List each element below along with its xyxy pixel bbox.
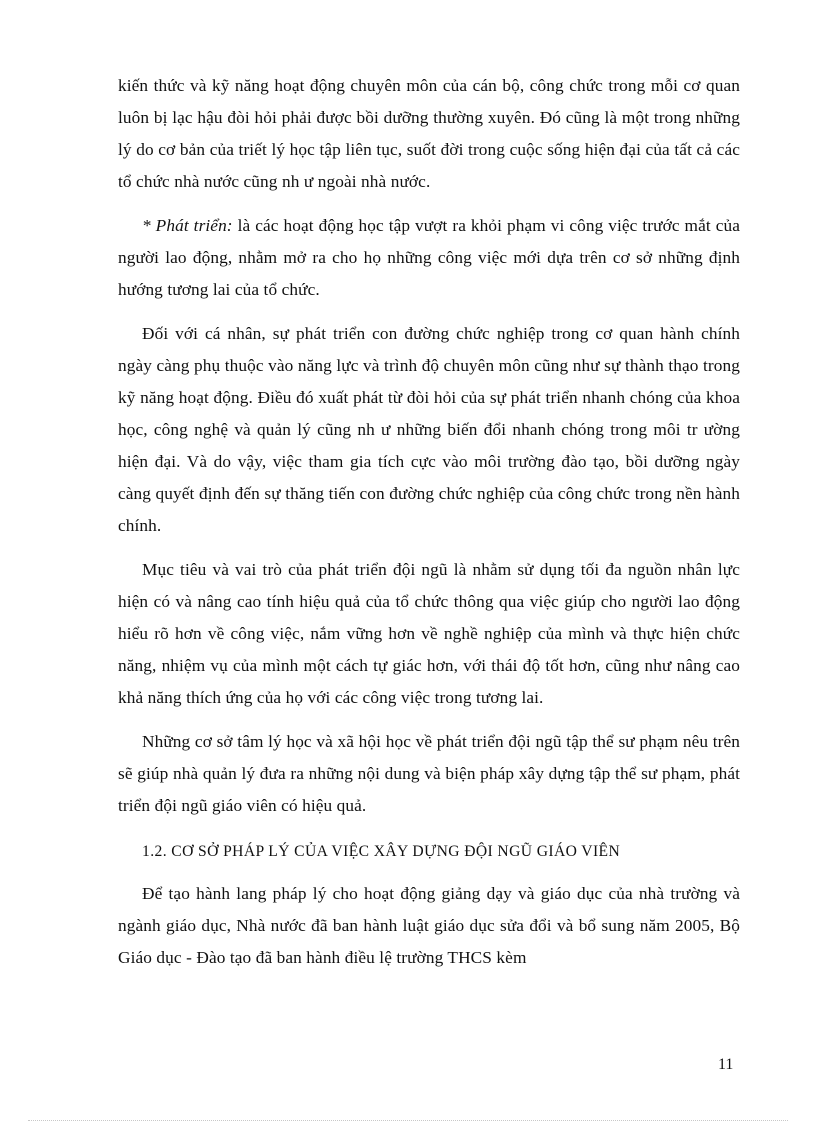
paragraph-goals-roles: Mục tiêu và vai trò của phát triển đội ngũ là nhằm sử dụng tối đa nguồn nhân lực hiện có và nâng cao tính hiệu quả của tổ chức thông qua việc giúp cho người lao động hiểu rõ hơn về công việc, nắm vững hơn về nghề nghiệp của mình và thực hiện chức năng, nhiệm vụ của mình một cách tự giác hơn, với thái độ tốt hơn, cũng như nâng cao khả năng thích ứng của họ với các công việc trong tương lai. (118, 560, 740, 707)
section-heading: 1.2. CƠ SỞ PHÁP LÝ CỦA VIỆC XÂY DỰNG ĐỘI NGŨ GIÁO VIÊN (142, 843, 621, 860)
emphasis-term: * Phát triển: (142, 216, 233, 235)
paragraph-legal-corridor: Để tạo hành lang pháp lý cho hoạt động giảng dạy và giáo dục của nhà trường và ngành giáo dục, Nhà nước đã ban hành luật giáo dục sửa đổi và bổ sung năm 2005, Bộ Giáo dục - Đào tạo đã ban hành điều lệ trường THCS kèm (118, 884, 740, 967)
page-number: 11 (718, 1056, 734, 1073)
paragraph-individual-career: Đối với cá nhân, sự phát triển con đường chức nghiệp trong cơ quan hành chính ngày càng phụ thuộc vào năng lực và trình độ chuyên môn cũng như sự thành thạo trong kỹ năng hoạt động. Điều đó xuất phát từ đòi hỏi của sự phát triển nhanh chóng của khoa học, công nghệ và quản lý cũng nh ư những biến đổi nhanh chóng trong môi tr ường hiện đại. Và do vậy, việc tham gia tích cực vào môi trường đào tạo, bồi dưỡng ngày càng quyết định đến sự thăng tiến con đường chức nghiệp của công chức trong nền hành chính. (118, 324, 740, 535)
paragraph-development-definition (118, 210, 740, 306)
page-bottom-divider (28, 1120, 788, 1121)
paragraph-continuation: kiến thức và kỹ năng hoạt động chuyên môn của cán bộ, công chức trong mỗi cơ quan luôn bị lạc hậu đòi hỏi phải được bồi dưỡng thường xuyên. Đó cũng là một trong những lý do cơ bản của triết lý học tập liên tục, suốt đời trong cuộc sống hiện đại của tất cả các tổ chức nhà nước cũng nh ư ngoài nhà nước. (118, 76, 740, 191)
document-body (118, 70, 740, 984)
paragraph-psychology-basis: Những cơ sở tâm lý học và xã hội học về phát triển đội ngũ tập thể sư phạm nêu trên sẽ giúp nhà quản lý đưa ra những nội dung và biện pháp xây dựng tập thể sư phạm, phát triển đội ngũ giáo viên có hiệu quả. (118, 732, 740, 815)
definition-text: là các hoạt động học tập vượt ra khỏi phạm vi công việc trước mắt của người lao động, nhằm mở ra cho họ những công việc mới dựa trên cơ sở những định hướng tương lai của tổ chức. (118, 216, 740, 299)
